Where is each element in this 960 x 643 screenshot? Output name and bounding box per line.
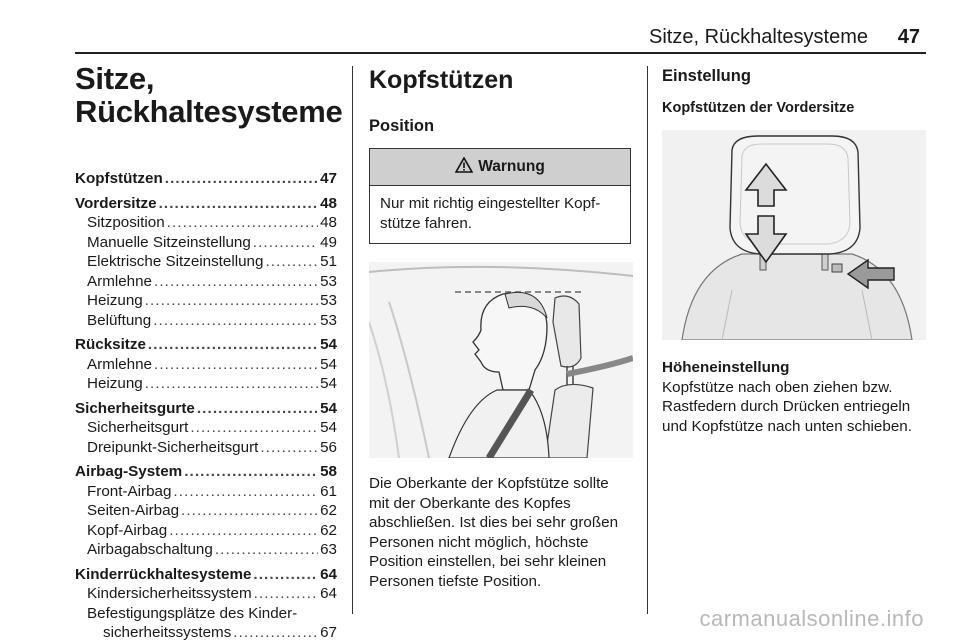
front-headrest-adjustment-illustration [662,130,926,340]
toc-entry-label: Front-Airbag [87,482,172,500]
toc-entry-sub[interactable] [75,355,337,375]
toc-entry-label: Armlehne [87,355,152,373]
warning-triangle-icon [455,157,473,178]
toc-entry-label: Sicherheitsgurte [75,399,195,417]
toc-leader-dots [145,374,318,394]
toc-entry-sub[interactable] [75,311,337,331]
toc-page-number: 48 [320,194,337,212]
toc-entry-main[interactable] [75,565,337,585]
toc-entry-label: Kindersicherheitssystem [87,585,252,602]
toc-leader-dots [154,355,318,375]
toc-page-number: 61 [320,482,337,500]
toc-leader-dots [159,194,319,214]
toc-entry-label: Rücksitze [75,336,146,353]
toc-page-number: 64 [320,585,337,602]
toc-leader-dots [253,565,318,585]
driver-headrest-position-illustration [369,262,633,458]
toc-entry-sub[interactable] [75,482,337,502]
page-number: 47 [897,26,920,48]
toc-entry-sub[interactable] [75,291,337,311]
toc-entry-main[interactable] [75,462,337,482]
chapter-title-line2: Rückhaltesysteme [75,94,343,129]
chapter-toc-column [75,61,343,643]
toc-page-number: 54 [320,355,337,373]
toc-entry-wrapped[interactable] [75,604,337,643]
height-adjustment-title: Höheneinstellung [662,359,790,376]
toc-page-number: 54 [320,375,337,392]
toc-entry-label: Seiten-Airbag [87,502,180,519]
toc-page-number: 56 [320,438,337,456]
toc-page-number: 63 [320,541,337,558]
toc-entry-sub[interactable] [75,272,337,292]
warning-box [369,148,631,244]
toc-page-number: 53 [320,311,337,329]
toc-entry-label: Airbag-System [75,463,183,480]
toc-entry-label: Sitzposition [87,214,165,231]
toc-leader-dots [215,540,318,560]
toc-page-number: 53 [320,272,337,290]
toc-entry-sub[interactable] [75,501,337,521]
toc-leader-dots [167,213,318,233]
toc-leader-dots [197,399,318,419]
toc-entry-label: Elektrische Sitzeinstellung [87,253,264,270]
toc-page-number: 48 [320,214,337,231]
toc-entry-main[interactable] [75,194,337,214]
toc-leader-dots [265,252,318,272]
toc-entry-sub[interactable] [75,252,337,272]
column-divider [352,66,353,614]
toc-entry-label: Kopf-Airbag [87,521,168,539]
warning-title: Warnung [478,158,545,175]
toc-entry-sub[interactable] [75,213,337,233]
toc-page-number: 64 [320,565,337,583]
toc-page-number: 53 [320,292,337,309]
toc-page-number: 54 [320,399,337,417]
toc-entry-sub[interactable] [75,418,337,438]
toc-entry-main[interactable] [75,169,337,189]
toc-leader-dots [254,584,319,604]
toc-entry-main[interactable] [75,399,337,419]
toc-leader-dots [148,335,318,355]
toc-entry-label: Kopfstützen [75,170,163,187]
toc-entry-label: Befestigungsplätze des Kinder- [87,604,298,622]
toc-entry-label: Heizung [87,292,143,309]
toc-leader-dots [169,521,318,541]
adjustment-column [662,64,926,436]
toc-entry-label: Sicherheitsgurt [87,419,189,436]
toc-leader-dots [173,482,318,502]
toc-entry-sub[interactable] [75,374,337,394]
toc-page-number: 54 [320,336,337,353]
section-title: Kopfstützen [369,66,514,94]
toc-page-number: 54 [320,419,337,436]
column-divider [647,66,648,614]
warning-header [370,149,630,186]
toc-page-number: 67 [320,624,337,641]
table-of-contents [75,169,337,604]
toc-entry-label: Armlehne [87,272,152,290]
toc-leader-dots [233,623,318,643]
toc-leader-dots [190,418,318,438]
toc-leader-dots [154,272,318,292]
toc-entry-label: Airbagabschaltung [87,541,213,558]
toc-page-number: 62 [320,502,337,519]
chapter-title [75,61,343,129]
header-divider [75,52,926,54]
toc-entry-sub[interactable] [75,521,337,541]
toc-entry-sub[interactable] [75,438,337,458]
toc-leader-dots [253,233,318,253]
toc-page-number: 51 [320,253,337,270]
height-adjustment-text: Kopfstütze nach oben ziehen bzw. Rastfedern durch Drücken entriegeln und Kopfstütze nach unten schieben. [662,378,912,435]
toc-entry-label: Heizung [87,375,143,392]
toc-leader-dots [260,438,318,458]
toc-entry-label: sicherheitssystems [103,624,232,641]
position-description: Die Oberkante der Kopfstütze sollte mit der Oberkante des Kopfes abschließen. Ist dies bei sehr großen Personen nicht möglich, höchste Position einstellen, bei sehr kleinen Personen tiefste Position. [369,475,619,590]
toc-leader-dots [145,291,318,311]
toc-entry-sub[interactable] [75,233,337,253]
subsection-title: Position [369,117,435,135]
toc-entry-sub[interactable] [75,540,337,560]
toc-leader-dots [184,462,318,482]
watermark: carmanualsonline.info [699,606,924,631]
toc-entry-sub[interactable] [75,584,337,604]
toc-entry-main[interactable] [75,335,337,355]
running-header-title: Sitze, Rückhaltesysteme [649,26,868,48]
toc-page-number: 49 [320,233,337,251]
toc-entry-label: Dreipunkt-Sicherheitsgurt [87,438,259,456]
adjustment-heading: Einstellung [662,67,751,85]
toc-entry-label: Vordersitze [75,194,157,212]
toc-leader-dots [181,501,318,521]
toc-entry-label: Belüftung [87,311,152,329]
chapter-title-line1: Sitze, [75,61,155,96]
toc-entry-label: Manuelle Sitzeinstellung [87,233,251,251]
toc-page-number: 58 [320,463,337,480]
front-headrests-subheading: Kopfstützen der Vordersitze [662,100,855,116]
toc-page-number: 47 [320,170,337,187]
toc-leader-dots [153,311,318,331]
toc-leader-dots [165,169,318,189]
toc-entry-label: Kinderrückhaltesysteme [75,565,252,583]
headrest-position-column [369,64,633,591]
warning-text: Nur mit richtig eingestellter Kopfstütze fahren. [380,195,601,232]
toc-page-number: 62 [320,521,337,539]
